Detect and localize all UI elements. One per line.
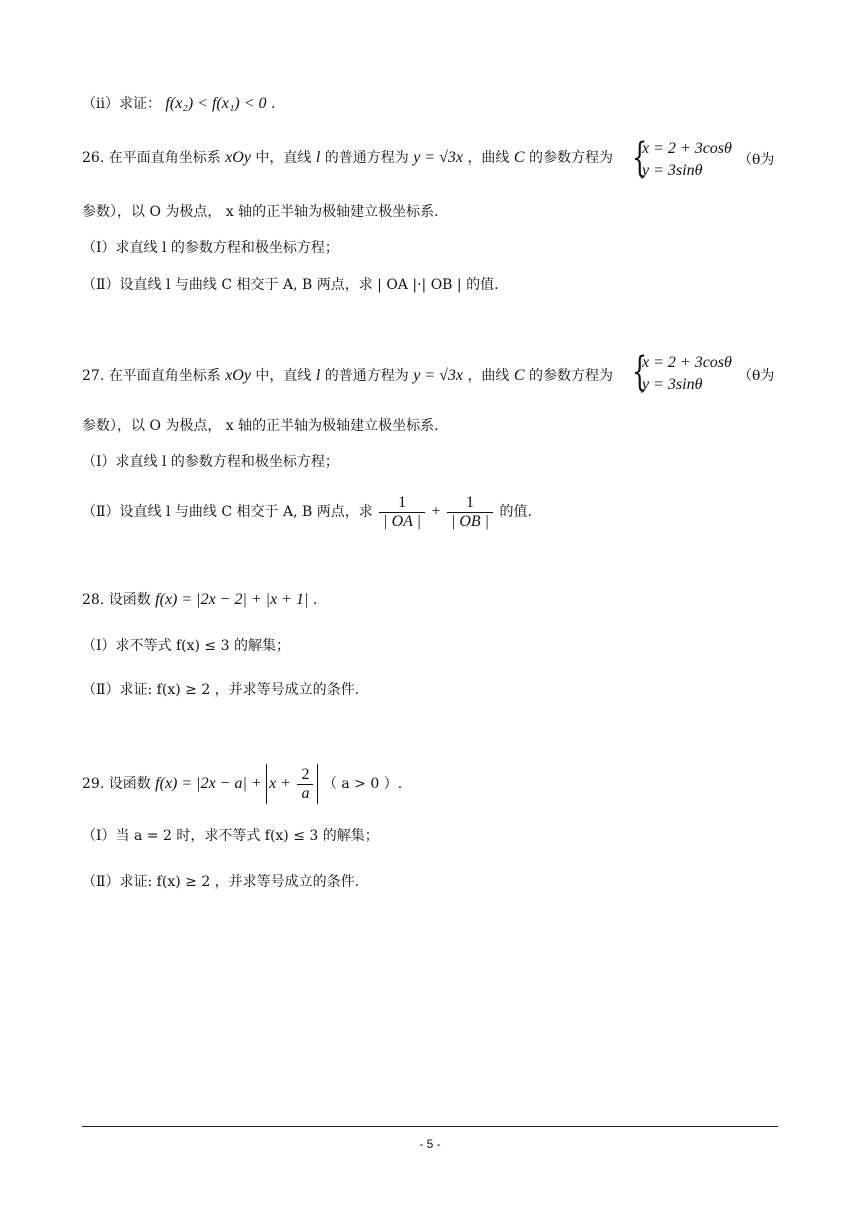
- q27-text2: 中，直线: [255, 368, 312, 384]
- q26-parametric-system: [632, 135, 732, 182]
- q26-c: C: [513, 149, 525, 166]
- q28-function: f(x) = |2x − 2| + |x + 1|: [155, 591, 309, 608]
- q26-l: l: [315, 149, 321, 166]
- q27-sys-row1: x = 2 + 3cosθ: [642, 354, 732, 371]
- q26-text5: 的参数方程为: [529, 150, 614, 166]
- q27-text5: 的参数方程为: [529, 368, 614, 384]
- q27-stem: [82, 366, 613, 386]
- q26-text3: 的普通方程为: [324, 150, 409, 166]
- q27-part-ii: [82, 492, 532, 532]
- q26-line2: 参数），以 O 为极点， x 轴的正半轴为极轴建立极坐标系.: [82, 204, 439, 220]
- q27-line2: 参数），以 O 为极点， x 轴的正半轴为极轴建立极坐标系.: [82, 418, 439, 434]
- q29-abs-term: [266, 764, 318, 804]
- q25-part-ii-label: （ii）求证：: [82, 96, 161, 112]
- q26-part-ii: （Ⅱ）设直线 l 与曲线 C 相交于 A, B 两点，求 | OA |·| OB | 的值.: [82, 277, 499, 293]
- q27-part-ii-post: 的值.: [499, 504, 532, 520]
- q26-xoy: xOy: [225, 149, 251, 166]
- q27-c: C: [513, 367, 525, 384]
- q25-part-ii: [82, 94, 275, 114]
- footer-rule: [82, 1126, 778, 1127]
- q29-frac-den: a: [297, 784, 313, 803]
- q29-function-pre: f(x) = |2x − a| +: [155, 775, 262, 792]
- q26-theta-note: （θ为: [738, 152, 775, 168]
- q27-frac1-num: 1: [398, 493, 407, 511]
- q27-text4: ，曲线: [467, 368, 510, 384]
- q27-l: l: [315, 367, 321, 384]
- q29-fraction: [297, 766, 313, 803]
- q28-part-ii: （Ⅱ）求证: f(x) ≥ 2 ，并求等号成立的条件.: [82, 682, 360, 698]
- q27-brace: {: [632, 349, 648, 395]
- q29-stem: [82, 764, 402, 804]
- q28-part-i: （Ⅰ）求不等式 f(x) ≤ 3 的解集；: [82, 638, 290, 654]
- q27-text3: 的普通方程为: [324, 368, 409, 384]
- q27-frac2-num: 1: [466, 493, 475, 511]
- q26-brace: {: [632, 135, 648, 181]
- q25-inequality: f(x₂) < f(x₁) < 0: [165, 95, 267, 112]
- q28-text1: 28. 设函数: [82, 592, 151, 608]
- q28-end: .: [312, 592, 318, 608]
- q29-frac-num: 2: [301, 765, 310, 783]
- q26-text2: 中，直线: [255, 150, 312, 166]
- q26-text1: 26. 在平面直角坐标系: [82, 150, 221, 166]
- q29-part-ii: （Ⅱ）求证: f(x) ≥ 2 ，并求等号成立的条件.: [82, 874, 360, 890]
- q27-parametric-system: [632, 349, 732, 396]
- q27-xoy: xOy: [225, 367, 251, 384]
- q29-condition: （ a > 0 ）.: [322, 776, 403, 792]
- q26-part-i: （Ⅰ）求直线 l 的参数方程和极坐标方程；: [82, 240, 339, 256]
- q27-part-ii-pre: （Ⅱ）设直线 l 与曲线 C 相交于 A, B 两点，求: [82, 504, 373, 520]
- q27-frac2-den: | OB |: [447, 512, 493, 531]
- q27-sys-row2: y = 3sinθ: [642, 376, 703, 393]
- q29-part-i: （Ⅰ）当 a = 2 时，求不等式 f(x) ≤ 3 的解集；: [82, 828, 379, 844]
- q27-text1: 27. 在平面直角坐标系: [82, 368, 221, 384]
- q26-text4: ，曲线: [467, 150, 510, 166]
- q26-stem: [82, 148, 613, 168]
- q27-fraction-oa: [379, 494, 425, 531]
- q26-sys-row1: x = 2 + 3cosθ: [642, 140, 732, 157]
- q26-sys-row2: y = 3sinθ: [642, 162, 703, 179]
- q27-theta-note: （θ为: [738, 368, 775, 384]
- q26-line-equation: y = √3x: [413, 149, 463, 166]
- page-number: - 5 -: [419, 1137, 441, 1151]
- q25-end: .: [271, 96, 276, 112]
- q29-abs-inner: x +: [269, 775, 292, 792]
- q28-stem: [82, 590, 317, 610]
- q27-fraction-ob: [447, 494, 493, 531]
- q27-part-i: （Ⅰ）求直线 l 的参数方程和极坐标方程；: [82, 454, 339, 470]
- q27-frac1-den: | OA |: [379, 512, 425, 531]
- q27-plus: +: [431, 503, 441, 520]
- q27-line-equation: y = √3x: [413, 367, 463, 384]
- q29-text1: 29. 设函数: [82, 776, 151, 792]
